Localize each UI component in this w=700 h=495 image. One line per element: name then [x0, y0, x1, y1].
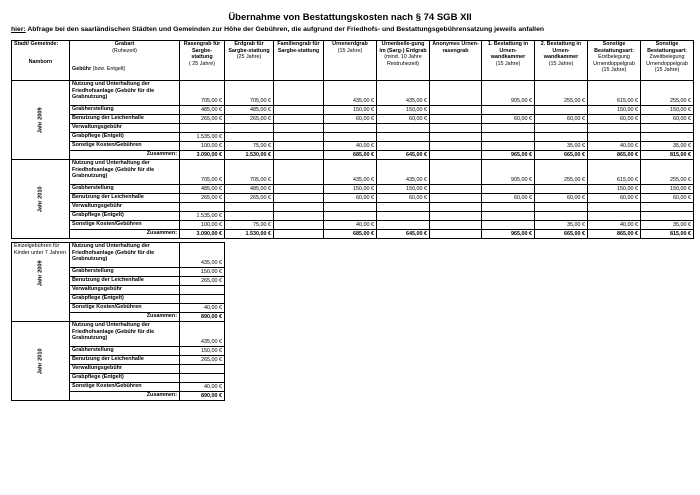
fee-value — [588, 203, 641, 212]
column-header-title: Urnenbeile-gung im (Sarg-) Erdgrab — [379, 41, 427, 54]
fee-value — [430, 106, 482, 115]
fee-value — [274, 81, 324, 106]
column-header — [588, 41, 641, 81]
fee-value: 255,00 € — [535, 160, 588, 185]
sum-value — [430, 151, 482, 160]
fee-value: 485,00 € — [225, 106, 274, 115]
fee-value: 615,00 € — [588, 160, 641, 185]
fee-type-label: Nutzung und Unterhaltung der Friedhofsanlage (Gebühr für die Grabnutzung) — [70, 160, 180, 185]
sum-value: 1.530,00 € — [225, 151, 274, 160]
fee-value — [180, 203, 225, 212]
year-label — [12, 81, 70, 160]
sum-label: Zusammen: — [70, 230, 180, 239]
fee-value: 705,00 € — [180, 160, 225, 185]
year-text: Jahr 2010 — [37, 186, 44, 212]
fee-type-label: Sonstige Kosten/Gebühren — [70, 383, 180, 392]
table-row — [12, 133, 694, 142]
fee-value — [430, 142, 482, 151]
fee-value: 60,00 € — [535, 115, 588, 124]
fee-value — [274, 142, 324, 151]
fee-value — [588, 212, 641, 221]
fee-value: 905,00 € — [482, 160, 535, 185]
fee-value: 60,00 € — [641, 194, 694, 203]
fee-value — [430, 185, 482, 194]
fee-type-label: Verwaltungsgebühr — [70, 365, 180, 374]
sum-value: 645,00 € — [377, 151, 430, 160]
fee-value — [180, 374, 225, 383]
table-row — [12, 142, 694, 151]
page-title: Übernahme von Bestattungskosten nach § 74 SGB XII — [228, 12, 472, 23]
column-header-title: 1. Bestattung in Urnen-wandkammer — [487, 41, 529, 61]
sum-value: 965,00 € — [482, 151, 535, 160]
fee-value — [180, 124, 225, 133]
fee-value — [535, 106, 588, 115]
fee-value — [225, 203, 274, 212]
sum-value: 965,00 € — [482, 230, 535, 239]
fee-value: 40,00 € — [180, 383, 225, 392]
fee-value — [482, 212, 535, 221]
fee-value: 485,00 € — [180, 106, 225, 115]
fee-value: 60,00 € — [324, 115, 377, 124]
fee-value — [430, 221, 482, 230]
fee-value: 485,00 € — [225, 185, 274, 194]
table-row — [12, 194, 694, 203]
sum-label: Zusammen: — [70, 392, 180, 401]
fee-value: 150,00 € — [324, 185, 377, 194]
sum-label: Zusammen: — [70, 313, 180, 322]
fee-type-label: Grabherstellung — [70, 106, 180, 115]
grabart-label: Grabart — [114, 41, 135, 47]
sum-label: Zusammen: — [70, 151, 180, 160]
fee-value: 35,00 € — [641, 221, 694, 230]
fee-type-label: Sonstige Kosten/Gebühren — [70, 221, 180, 230]
fee-value: 150,00 € — [641, 106, 694, 115]
fee-value — [430, 115, 482, 124]
fee-value: 40,00 € — [588, 142, 641, 151]
fee-value — [535, 185, 588, 194]
fee-value — [430, 203, 482, 212]
fee-value: 150,00 € — [641, 185, 694, 194]
sum-value: 865,00 € — [588, 151, 641, 160]
fee-value — [430, 133, 482, 142]
subtitle-prefix: hier: — [11, 26, 26, 33]
fee-value — [641, 133, 694, 142]
fee-value — [430, 160, 482, 185]
column-header-sub: (25 Jahre) — [236, 54, 262, 61]
table-row — [12, 81, 694, 106]
kinder-fee-table — [11, 242, 225, 401]
year-text: Jahr 2010 — [37, 348, 44, 374]
table-row — [12, 124, 694, 133]
sum-value: 3.090,00 € — [180, 230, 225, 239]
fee-value — [377, 212, 430, 221]
year-text: Jahr 2009 — [37, 260, 44, 287]
subtitle — [11, 26, 696, 33]
fee-value — [180, 295, 225, 304]
fee-type-label: Grabpflege (Entgelt) — [70, 295, 180, 304]
fee-value — [274, 194, 324, 203]
fee-value: 60,00 € — [482, 115, 535, 124]
column-header-title: Anonymes Urnen-rasengrab — [432, 41, 479, 54]
sum-value: 3.090,00 € — [180, 151, 225, 160]
fee-value: 265,00 € — [180, 194, 225, 203]
sum-value: 1.530,00 € — [225, 230, 274, 239]
stadt-label: Stadt/ Gemeinde: — [14, 41, 59, 47]
fee-value — [377, 203, 430, 212]
fee-type-label: Benutzung der Leichenhalle — [70, 115, 180, 124]
fee-value — [535, 133, 588, 142]
fee-type-label: Grabherstellung — [70, 185, 180, 194]
fee-value: 435,00 € — [377, 160, 430, 185]
gemeinde-name: Namborn — [28, 58, 53, 65]
fee-value: 40,00 € — [588, 221, 641, 230]
column-header-sub: (15 Jahre) — [495, 60, 521, 67]
sum-row — [12, 151, 694, 160]
fee-value — [377, 133, 430, 142]
fee-value — [482, 203, 535, 212]
table-row — [12, 115, 694, 124]
fee-value — [324, 124, 377, 133]
table-row — [12, 243, 225, 268]
fee-value: 265,00 € — [180, 277, 225, 286]
fee-value — [274, 124, 324, 133]
fee-value: 100,00 € — [180, 142, 225, 151]
fee-value: 60,00 € — [377, 194, 430, 203]
column-header — [274, 41, 324, 81]
fee-value — [641, 124, 694, 133]
fee-value: 705,00 € — [225, 160, 274, 185]
fee-value: 435,00 € — [180, 243, 225, 268]
fee-value — [324, 212, 377, 221]
fee-type-label: Grabpflege (Entgelt) — [70, 374, 180, 383]
sum-value: 890,00 € — [180, 392, 225, 401]
year-label — [12, 322, 70, 401]
fee-value: 60,00 € — [324, 194, 377, 203]
fee-value: 35,00 € — [641, 142, 694, 151]
fee-value: 150,00 € — [180, 268, 225, 277]
fee-value: 40,00 € — [324, 142, 377, 151]
column-header — [377, 41, 430, 81]
fee-value — [641, 203, 694, 212]
fee-value — [324, 203, 377, 212]
fee-value — [274, 133, 324, 142]
column-header-title: 2. Bestattung in Urnen-wandkammer — [540, 41, 582, 61]
fee-type-label: Verwaltungsgebühr — [70, 203, 180, 212]
fee-value — [274, 221, 324, 230]
fee-value: 435,00 € — [324, 81, 377, 106]
fee-value — [535, 124, 588, 133]
fee-value: 150,00 € — [180, 347, 225, 356]
column-header-title: Familiengrab für Sargbe-stattung — [277, 41, 320, 54]
fee-type-label: Verwaltungsgebühr — [70, 286, 180, 295]
fee-value — [641, 212, 694, 221]
fee-value — [482, 106, 535, 115]
fee-value — [482, 133, 535, 142]
column-header-title: Sonstige Bestattungsart: — [594, 41, 634, 54]
fee-value — [588, 124, 641, 133]
fee-value: 255,00 € — [641, 160, 694, 185]
fee-value: 150,00 € — [588, 185, 641, 194]
sum-value: 865,00 € — [588, 230, 641, 239]
fee-value: 265,00 € — [225, 115, 274, 124]
fee-type-label: Sonstige Kosten/Gebühren — [70, 304, 180, 313]
fee-value — [377, 221, 430, 230]
table-row — [12, 322, 225, 347]
fee-value — [430, 194, 482, 203]
fee-value: 40,00 € — [324, 221, 377, 230]
gebuehr-label: Gebühr — [72, 66, 92, 73]
fee-type-label: Benutzung der Leichenhalle — [70, 277, 180, 286]
fee-value — [482, 221, 535, 230]
main-fee-table — [11, 40, 694, 239]
fee-value — [482, 185, 535, 194]
fee-value — [274, 115, 324, 124]
table-row — [12, 221, 694, 230]
fee-value: 60,00 € — [588, 194, 641, 203]
fee-value — [225, 133, 274, 142]
fee-value: 35,00 € — [535, 221, 588, 230]
gebuehr-note: (bzw. Entgelt) — [92, 66, 126, 73]
fee-value: 35,00 € — [535, 142, 588, 151]
subtitle-text: Abfrage bei den saarländischen Städten und Gemeinden zur Höhe der Gebühren, die aufgrund der Friedhofs- und Bestattungsgebührensatzung jeweils anfallen — [25, 26, 545, 33]
sum-row — [12, 230, 694, 239]
fee-value — [377, 124, 430, 133]
column-header — [225, 41, 274, 81]
fee-value — [274, 203, 324, 212]
fee-value — [180, 365, 225, 374]
sum-value: 685,00 € — [324, 151, 377, 160]
sum-value: 815,00 € — [641, 151, 694, 160]
table-row — [12, 106, 694, 115]
column-header — [324, 41, 377, 81]
table-row — [12, 185, 694, 194]
table-header-row — [12, 41, 694, 81]
column-header — [535, 41, 588, 81]
fee-value: 150,00 € — [588, 106, 641, 115]
fee-value — [225, 212, 274, 221]
fee-value: 435,00 € — [180, 322, 225, 347]
fee-value: 485,00 € — [180, 185, 225, 194]
fee-value — [225, 124, 274, 133]
fee-value — [588, 133, 641, 142]
fee-value: 150,00 € — [377, 106, 430, 115]
fee-type-label: Verwaltungsgebühr — [70, 124, 180, 133]
fee-type-label: Nutzung und Unterhaltung der Friedhofsanlage (Gebühr für die Grabnutzung) — [70, 243, 180, 268]
fee-type-label: Grabherstellung — [70, 347, 180, 356]
fee-value — [535, 203, 588, 212]
sum-value: 685,00 € — [324, 230, 377, 239]
column-header — [180, 41, 225, 81]
fee-value: 60,00 € — [641, 115, 694, 124]
sum-value — [430, 230, 482, 239]
fee-value: 255,00 € — [535, 81, 588, 106]
column-header — [641, 41, 694, 81]
fee-value — [430, 124, 482, 133]
fee-value — [274, 160, 324, 185]
fee-value — [482, 124, 535, 133]
fee-value: 150,00 € — [377, 185, 430, 194]
fee-value: 100,00 € — [180, 221, 225, 230]
fee-type-label: Nutzung und Unterhaltung der Friedhofsanlage (Gebühr für die Grabnutzung) — [70, 81, 180, 106]
fee-type-label: Benutzung der Leichenhalle — [70, 194, 180, 203]
fee-value: 1.535,00 € — [180, 133, 225, 142]
fee-value: 705,00 € — [180, 81, 225, 106]
sum-value: 665,00 € — [535, 151, 588, 160]
fee-value: 60,00 € — [482, 194, 535, 203]
column-header-sub: Erstbelegung Urnendoppelgrab (15 Jahre) — [593, 54, 635, 74]
ruhezeit-label: (Ruhezeit) — [112, 47, 137, 54]
fee-value: 265,00 € — [180, 356, 225, 365]
sum-value — [274, 230, 324, 239]
fee-type-label: Grabpflege (Entgelt) — [70, 133, 180, 142]
fee-type-label: Grabherstellung — [70, 268, 180, 277]
fee-value: 1.535,00 € — [180, 212, 225, 221]
fee-value: 435,00 € — [324, 160, 377, 185]
fee-value — [430, 212, 482, 221]
fee-type-label: Nutzung und Unterhaltung der Friedhofsanlage (Gebühr für die Grabnutzung) — [70, 322, 180, 347]
fee-type-label: Sonstige Kosten/Gebühren — [70, 142, 180, 151]
fee-value: 905,00 € — [482, 81, 535, 106]
fee-value — [274, 185, 324, 194]
column-header-sub: (15 Jahre) — [548, 60, 574, 67]
fee-type-label: Benutzung der Leichenhalle — [70, 356, 180, 365]
year-text: Jahr 2009 — [37, 107, 44, 133]
column-header-sub: Zweitbelegung Urnendoppelgrab (15 Jahre) — [646, 54, 688, 74]
fee-value — [274, 106, 324, 115]
fee-value: 60,00 € — [377, 115, 430, 124]
sum-value — [274, 151, 324, 160]
column-header — [430, 41, 482, 81]
year-label — [12, 243, 70, 322]
fee-value: 435,00 € — [377, 81, 430, 106]
fee-value: 75,00 € — [225, 142, 274, 151]
column-header-title: Urnenerdgrab — [332, 41, 368, 47]
sum-value: 645,00 € — [377, 230, 430, 239]
fee-value — [274, 212, 324, 221]
kinder-header: Einzelgebühren für Kinder unter 7 Jahren — [14, 243, 66, 256]
fee-value: 265,00 € — [180, 115, 225, 124]
fee-value: 60,00 € — [588, 115, 641, 124]
fee-value — [377, 142, 430, 151]
column-header-sub: (15 Jahre) — [337, 47, 363, 54]
table-row — [12, 212, 694, 221]
fee-value — [324, 133, 377, 142]
sum-value: 890,00 € — [180, 313, 225, 322]
fee-type-label: Grabpflege (Entgelt) — [70, 212, 180, 221]
column-header-title: Sonstige Bestattungsart: — [647, 41, 687, 54]
column-header-sub: ( 25 Jahre) — [188, 60, 216, 67]
column-header-sub: (mind. 10 Jahre Restruhezeit) — [384, 54, 422, 67]
fee-value — [180, 286, 225, 295]
table-row — [12, 160, 694, 185]
column-header-title: Erdgrab für Sargbe-stattung — [228, 41, 270, 54]
column-header-title: Rasengrab für Sargbe-stattung — [183, 41, 221, 61]
table-row — [12, 203, 694, 212]
fee-value: 705,00 € — [225, 81, 274, 106]
fee-value: 40,00 € — [180, 304, 225, 313]
sum-value: 815,00 € — [641, 230, 694, 239]
fee-value — [430, 81, 482, 106]
sum-value: 665,00 € — [535, 230, 588, 239]
fee-value — [535, 212, 588, 221]
fee-value: 60,00 € — [535, 194, 588, 203]
fee-value: 150,00 € — [324, 106, 377, 115]
column-header — [482, 41, 535, 81]
fee-value: 255,00 € — [641, 81, 694, 106]
fee-value — [482, 142, 535, 151]
year-label — [12, 160, 70, 239]
fee-value: 615,00 € — [588, 81, 641, 106]
fee-value: 75,00 € — [225, 221, 274, 230]
fee-value: 265,00 € — [225, 194, 274, 203]
